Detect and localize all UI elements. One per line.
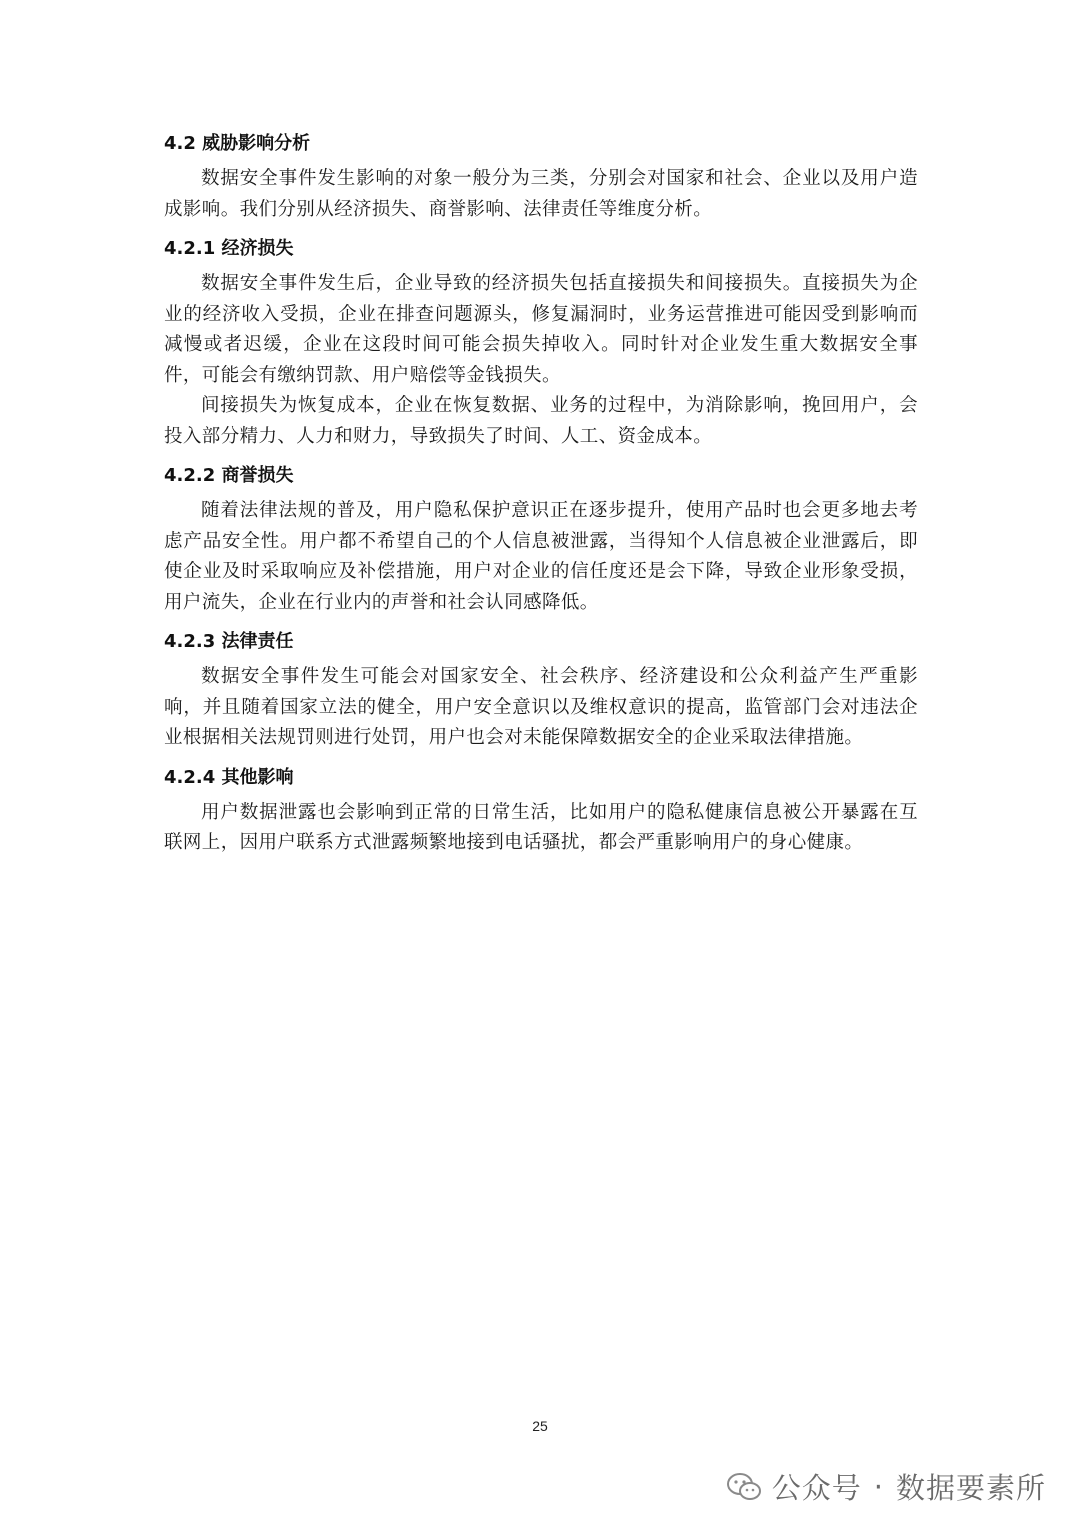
watermark <box>726 1466 1046 1507</box>
section-4-2-2 <box>164 460 918 618</box>
paragraph: 数据安全事件发生影响的对象一般分为三类，分别会对国家和社会、企业以及用户造成影响。我们分别从经济损失、商誉影响、法律责任等维度分析。 <box>164 168 918 220</box>
section-4-2-3 <box>164 626 918 754</box>
paragraph: 随着法律法规的普及，用户隐私保护意识正在逐步提升，使用产品时也会更多地去考虑产品安全性。用户都不希望自己的个人信息被泄露，当得知个人信息被企业泄露后，即使企业及时采取响应及补偿措施，用户对企业的信任度还是会下降，导致企业形象受损，用户流失，企业在行业内的声誉和社会认同感降低。 <box>164 500 918 613</box>
paragraph: 间接损失为恢复成本，企业在恢复数据、业务的过程中，为消除影响，挽回用户，会投入部分精力、人力和财力，导致损失了时间、人工、资金成本。 <box>164 395 918 447</box>
wechat-icon <box>726 1472 762 1502</box>
section-heading: 4.2.3 法律责任 <box>164 631 294 652</box>
section-heading: 4.2.2 商誉损失 <box>164 465 294 486</box>
document-body <box>164 128 918 867</box>
watermark-account: 数据要素所 <box>895 1471 1046 1505</box>
section-heading: 4.2.1 经济损失 <box>164 238 294 259</box>
section-heading: 4.2 威胁影响分析 <box>164 133 311 154</box>
watermark-separator: · <box>873 1469 884 1504</box>
section-4-2 <box>164 128 918 225</box>
paragraph: 数据安全事件发生可能会对国家安全、社会秩序、经济建设和公众利益产生严重影响，并且随着国家立法的健全，用户安全意识以及维权意识的提高，监管部门会对违法企业根据相关法规罚则进行处罚，用户也会对未能保障数据安全的企业采取法律措施。 <box>164 666 918 748</box>
section-heading: 4.2.4 其他影响 <box>164 766 294 788</box>
paragraph: 数据安全事件发生后，企业导致的经济损失包括直接损失和间接损失。直接损失为企业的经济收入受损，企业在排查问题源头，修复漏洞时，业务运营推进可能因受到影响而减慢或者迟缓，企业在这段时间可能会损失掉收入。同时针对企业发生重大数据安全事件，可能会有缴纳罚款、用户赔偿等金钱损失。 <box>164 273 918 386</box>
page-number: 25 <box>532 1418 548 1434</box>
watermark-prefix: 公众号 <box>771 1471 862 1505</box>
section-4-2-4 <box>164 762 918 859</box>
section-4-2-1 <box>164 233 918 452</box>
paragraph: 用户数据泄露也会影响到正常的日常生活，比如用户的隐私健康信息被公开暴露在互联网上，因用户联系方式泄露频繁地接到电话骚扰，都会严重影响用户的身心健康。 <box>164 801 918 853</box>
